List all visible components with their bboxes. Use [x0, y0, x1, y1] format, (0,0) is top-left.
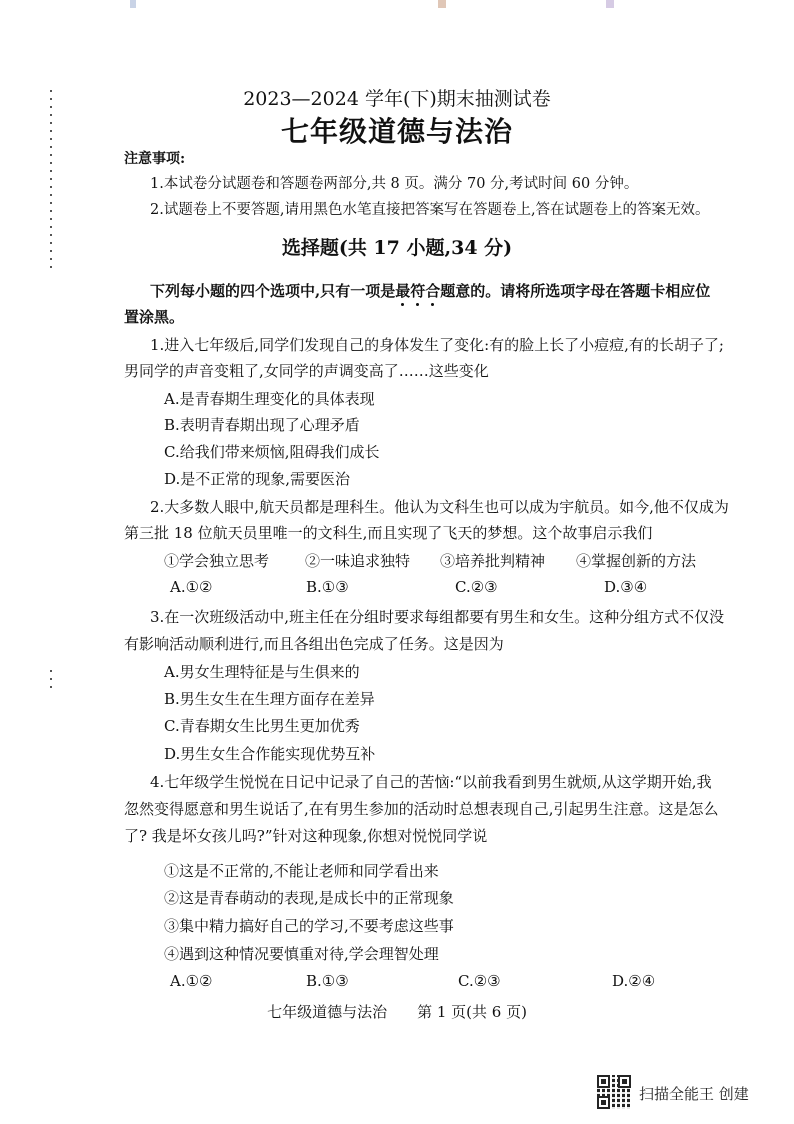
answer-option: A.男女生理特征是与生俱来的 [164, 663, 360, 681]
question-stem: 1.进入七年级后,同学们发现自己的身体发生了变化:有的脸上长了小痘痘,有的长胡子了; [150, 336, 724, 354]
statement-item: ④遇到这种情况要慎重对待,学会理智处理 [164, 945, 439, 963]
answer-option: C.②③ [458, 972, 501, 990]
exam-title: 2023—2024 学年(下)期末抽测试卷 [243, 88, 551, 110]
question-stem: 3.在一次班级活动中,班主任在分组时要求每组都要有男生和女生。这种分组方式不仅没 [150, 608, 725, 626]
statement-item: ①这是不正常的,不能让老师和同学看出来 [164, 862, 439, 880]
question-stem: 2.大多数人眼中,航天员都是理科生。他认为文科生也可以成为宇航员。如今,他不仅成为 [150, 498, 729, 516]
statement-item: ①学会独立思考 [164, 552, 270, 570]
answer-option: C.②③ [455, 578, 498, 596]
answer-option: B.①③ [306, 972, 349, 990]
statement-item: ③培养批判精神 [440, 552, 546, 570]
answer-option: A.①② [170, 578, 213, 596]
answer-option: D.②④ [612, 972, 656, 990]
qr-code-icon [597, 1075, 631, 1109]
statement-item: ③集中精力搞好自己的学习,不要考虑这些事 [164, 917, 454, 935]
answer-option: B.表明青春期出现了心理矛盾 [164, 416, 360, 434]
scan-edge-mark [130, 0, 136, 8]
note-item: 2.试题卷上不要答题,请用黑色水笔直接把答案写在答题卷上,答在试题卷上的答案无效。 [150, 202, 710, 218]
instruction-line: 下列每小题的四个选项中,只有一项是最符合 题意的。请将所选项字母在答题卡相应位 [150, 280, 710, 301]
answer-option: D.是不正常的现象,需要医治 [164, 470, 351, 488]
scan-edge-mark [438, 0, 446, 8]
question-stem: 了? 我是坏女孩儿吗?”针对这种现象,你想对悦悦同学说 [124, 827, 488, 845]
answer-option: B.男生女生在生理方面存在差异 [164, 690, 375, 708]
notes-heading: 注意事项: [124, 151, 186, 167]
instruction-line: 置涂黑。 [124, 308, 185, 326]
question-stem: 忽然变得愿意和男生说话了,在有男生参加的活动时总想表现自己,引起男生注意。这是怎么 [124, 800, 719, 818]
answer-option: C.青春期女生比男生更加优秀 [164, 717, 360, 735]
section-heading: 选择题(共 17 小题,34 分) [281, 237, 513, 259]
scan-edge-mark [606, 0, 614, 8]
emphasis-text: 最符合 [395, 282, 440, 300]
question-stem: 4.七年级学生悦悦在日记中记录了自己的苦恼:“以前我看到男生就烦,从这学期开始,我 [150, 773, 712, 791]
question-stem: 男同学的声音变粗了,女同学的声调变高了……这些变化 [124, 362, 489, 380]
answer-option: A.是青春期生理变化的具体表现 [164, 390, 375, 408]
answer-option: D.③④ [604, 578, 648, 596]
statement-item: ④掌握创新的方法 [576, 552, 697, 570]
scanner-watermark: 扫描全能王 创建 [639, 1085, 749, 1103]
answer-option: B.①③ [306, 578, 349, 596]
question-stem: 有影响活动顺利进行,而且各组出色完成了任务。这是因为 [124, 635, 504, 653]
answer-option: C.给我们带来烦恼,阻碍我们成长 [164, 443, 380, 461]
question-stem: 第三批 18 位航天员里唯一的文科生,而且实现了飞天的梦想。这个故事启示我们 [124, 524, 653, 542]
binding-margin-dots [50, 670, 52, 690]
statement-item: ②一味追求独特 [305, 552, 411, 570]
page-footer: 七年级道德与法治 第 1 页(共 6 页) [267, 1003, 527, 1021]
statement-item: ②这是青春萌动的表现,是成长中的正常现象 [164, 889, 454, 907]
answer-option: D.男生女生合作能实现优势互补 [164, 745, 376, 763]
note-item: 1.本试卷分试题卷和答题卷两部分,共 8 页。满分 70 分,考试时间 60 分钟。 [150, 176, 639, 192]
answer-option: A.①② [170, 972, 213, 990]
subject-title: 七年级道德与法治 [280, 115, 513, 148]
